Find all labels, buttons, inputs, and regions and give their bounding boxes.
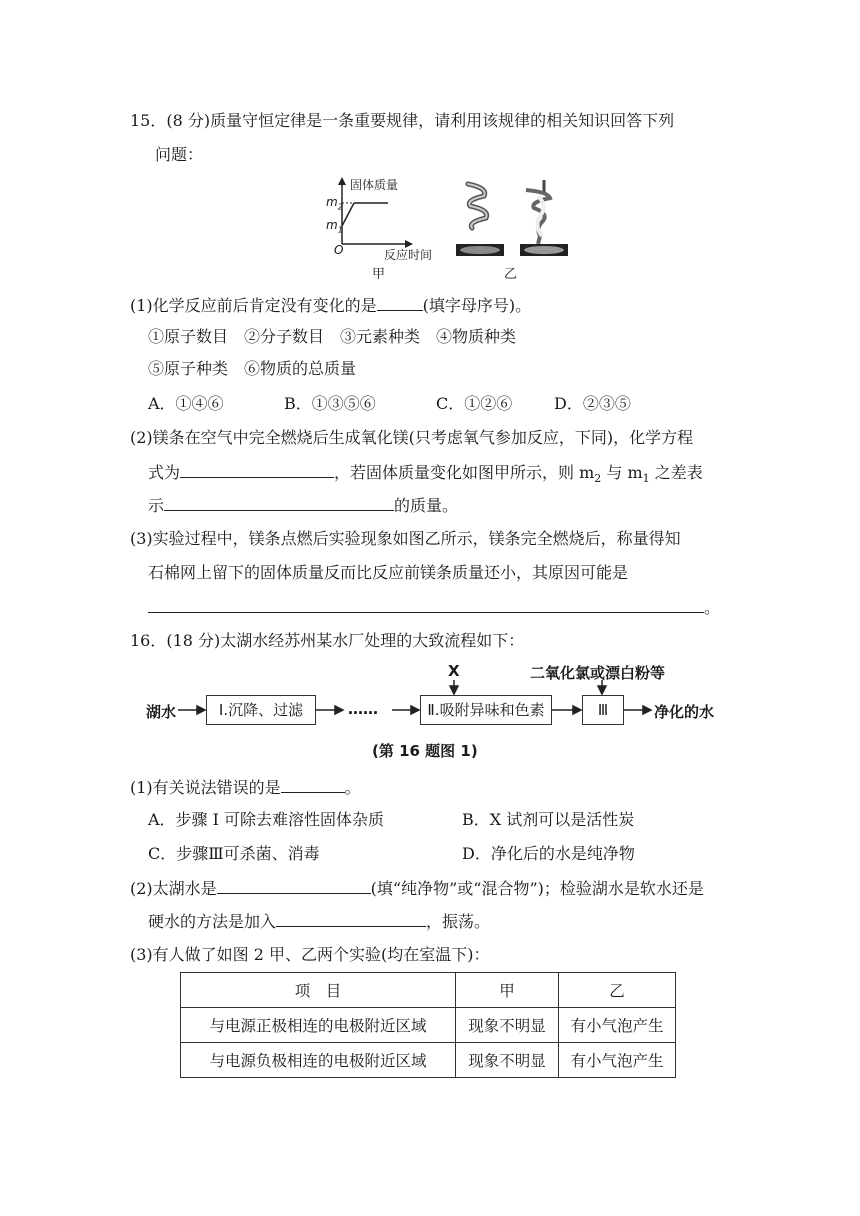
table-cell: 有小气泡产生 <box>559 1008 676 1043</box>
option-c[interactable]: C．①②⑥ <box>436 394 513 413</box>
q16-part3: (3)有人做了如图 2 甲、乙两个实验(均在室温下)： <box>130 945 490 964</box>
table-cell: 现象不明显 <box>456 1008 559 1043</box>
table-header-cell: 项 目 <box>181 973 456 1008</box>
option-c[interactable]: C．步骤Ⅲ可杀菌、消毒 <box>148 844 320 863</box>
table-header-cell: 甲 <box>456 973 559 1008</box>
flow-step3-box: Ⅲ <box>582 695 624 725</box>
q15-stem-line2: 问题： <box>155 145 204 164</box>
q15-part3-line3: 。 <box>148 596 720 619</box>
flow-x-label: X <box>448 662 460 680</box>
table-cell: 现象不明显 <box>456 1043 559 1078</box>
q16-options-row1 <box>148 809 634 831</box>
table-cell: 与电源正极相连的电极附近区域 <box>181 1008 456 1043</box>
flow-end: 净化的水 <box>654 703 715 721</box>
table-header-row <box>181 973 676 1008</box>
table-row <box>181 1008 676 1043</box>
graph-m1-label: $m_1$ <box>326 218 343 235</box>
q16-part2-line2: 硬水的方法是加入 ，振荡。 <box>148 912 491 931</box>
flow-step1-box: Ⅰ.沉降、过滤 <box>206 695 316 725</box>
q15-part3-line1: (3)实验过程中，镁条点燃后实验现象如图乙所示，镁条完全燃烧后，称量得知 <box>130 529 681 548</box>
q15-items-line1: ①原子数目 ②分子数目 ③元素种类 ④物质种类 <box>148 327 517 346</box>
option-d[interactable]: D．净化后的水是纯净物 <box>462 844 635 863</box>
option-a[interactable]: A．步骤 Ⅰ 可除去难溶性固体杂质 <box>148 810 385 829</box>
graph-xlabel: 反应时间 <box>384 248 433 262</box>
q15-part1: (1)化学反应前后肯定没有变化的是 (填字母序号)。 <box>130 296 532 315</box>
table-header-cell: 乙 <box>559 973 676 1008</box>
q15-items-line2: ⑤原子种类 ⑥物质的总质量 <box>148 359 357 378</box>
q16-stem: 16．(18 分)太湖水经苏州某水厂处理的大致流程如下： <box>130 631 525 650</box>
table-row <box>181 1043 676 1078</box>
graph-ylabel: 固体质量 <box>350 178 399 192</box>
photo-caption: 乙 <box>504 267 518 282</box>
q16-part1-answer-blank[interactable] <box>281 776 345 793</box>
option-b[interactable]: B．①③⑤⑥ <box>284 394 376 413</box>
electrolysis-table <box>180 972 676 1078</box>
table-cell: 与电源负极相连的电极附近区域 <box>181 1043 456 1078</box>
option-d[interactable]: D．②③⑤ <box>554 394 631 413</box>
graph-m2-label: $m_2$ <box>326 195 343 212</box>
q16-part2-line1: (2)太湖水是 (填“纯净物”或“混合物”)；检验湖水是软水还是 <box>130 879 704 898</box>
flow-step2-box: Ⅱ.吸附异味和色素 <box>420 695 552 725</box>
option-a[interactable]: A．①④⑥ <box>148 394 224 413</box>
flow-top-label: 二氧化氯或漂白粉等 <box>530 664 666 682</box>
reagent-answer-blank[interactable] <box>276 910 426 927</box>
q15-part2-line3: 示 的质量。 <box>148 496 459 515</box>
q15-part2-line1: (2)镁条在空气中完全燃烧后生成氧化镁(只考虑氧气参加反应，下同)，化学方程 <box>130 428 694 447</box>
q15-part2-line2: 式为 ，若固体质量变化如图甲所示，则 $m_2$ 与 $m_1$ 之差表 <box>148 463 703 486</box>
table-cell: 有小气泡产生 <box>559 1043 676 1078</box>
q16-options-row2 <box>148 843 635 865</box>
q15-part3-line2: 石棉网上留下的固体质量反而比反应前镁条质量还小，其原因可能是 <box>148 563 629 582</box>
q15-stem-line1: 15．(8 分)质量守恒定律是一条重要规律，请利用该规律的相关知识回答下列 <box>130 111 675 130</box>
graph-caption: 甲 <box>372 267 386 282</box>
q16-part1: (1)有关说法错误的是 。 <box>130 778 361 797</box>
flow-caption: (第 16 题图 1) <box>372 742 478 760</box>
flow-start: 湖水 <box>146 703 177 721</box>
graph-origin: O <box>334 243 344 257</box>
option-b[interactable]: B．X 试剂可以是活性炭 <box>462 810 635 829</box>
flow-dots: …… <box>348 700 378 718</box>
water-type-answer-blank[interactable] <box>217 877 371 894</box>
